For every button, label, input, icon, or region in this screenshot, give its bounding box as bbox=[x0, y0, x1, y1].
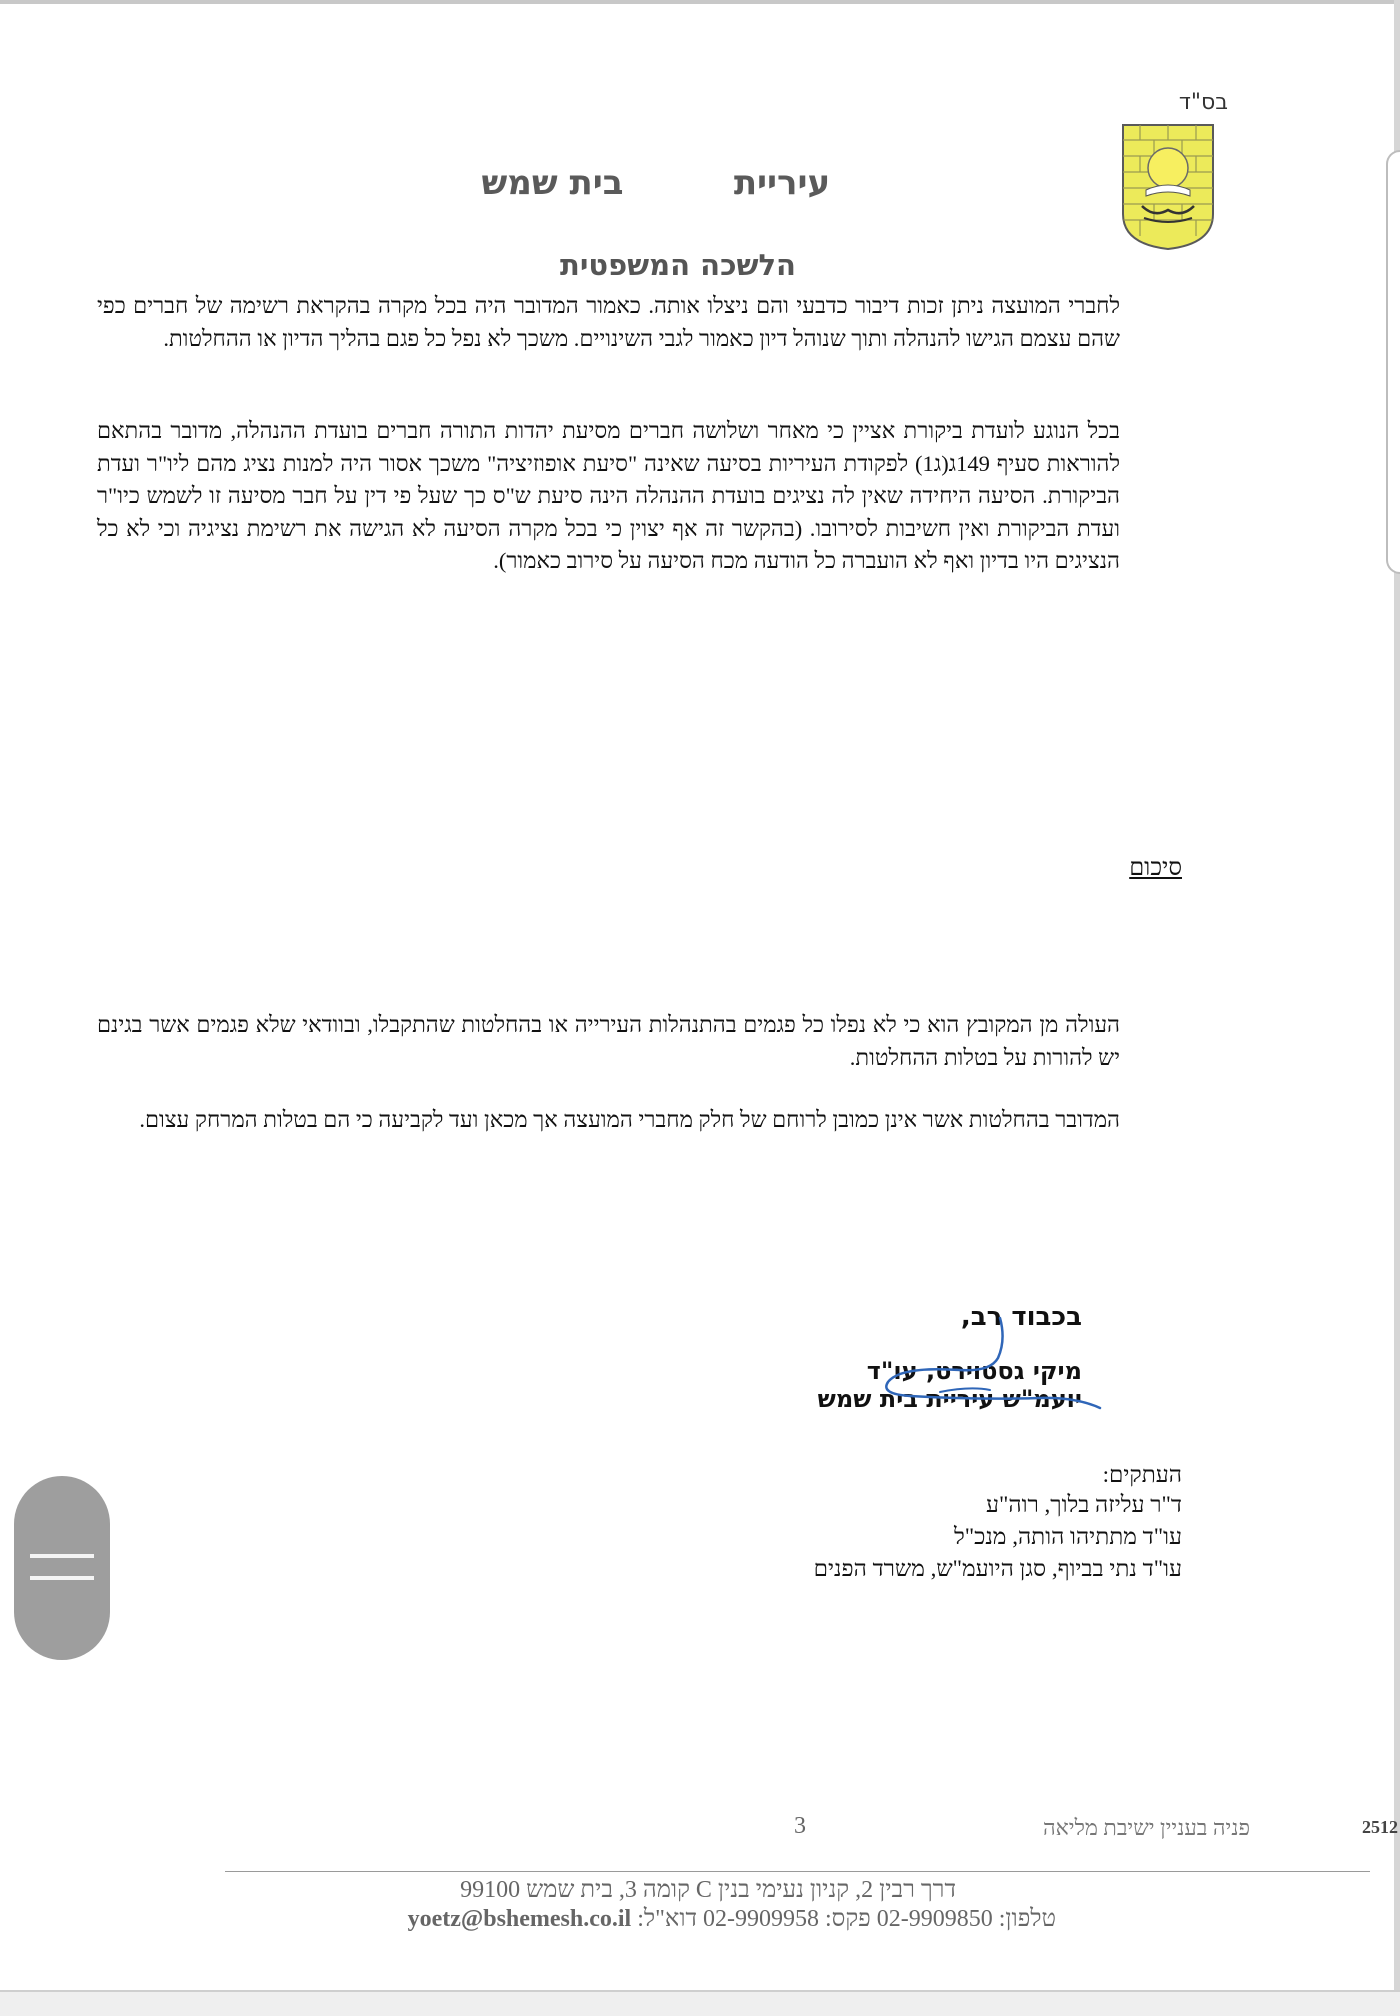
signer-title: יועמ"ש עיריית בית שמש bbox=[817, 1385, 1082, 1413]
footer-contact-details: טלפון: 02-9909850 פקס: 02-9909958 דוא"ל: bbox=[631, 1906, 1056, 1932]
municipality-logo bbox=[1120, 122, 1216, 252]
viewer-bottom-edge bbox=[0, 1990, 1400, 2016]
body-paragraph: בכל הנוגע לועדת ביקורת אציין כי מאחר ושלושה חברים מסיעת יהדות התורה חברים בועדת ההנהלה, מדובר בהתאם להוראות סעיף 149ג(ג1) לפקודת העיריות בסיעה שאינה "סיעת אופוזיציה" משכך אסור היה למנות נציג מהם ליו"ר ועדת הביקורת. הסיעה היחידה שאין לה נציגים בועדת ההנהלה הינה סיעת ש"ס כך שעל פי דין על חבר מסיעה זו לשמש כיו"ר ועדת הביקורת ואין חשיבות לסירובו. (בהקשר זה אף יצוין כי בכל מקרה הסיעה לא הגישה את רשימת נציגיה וכי לא כל הנציגים היו בדיון ואף לא הועברה כל הודעה מכח הסיעה על סירוב כאמור). bbox=[97, 418, 1120, 573]
floating-menu-button[interactable] bbox=[14, 1476, 110, 1660]
footer-email[interactable]: yoetz@bshemesh.co.il bbox=[407, 1906, 632, 1932]
viewer-scroll-tab[interactable] bbox=[1386, 150, 1400, 574]
document-code: 2512 bbox=[1362, 1817, 1398, 1837]
menu-icon-line bbox=[30, 1576, 94, 1580]
municipality-word: עיריית bbox=[733, 163, 831, 203]
page-subject-note: פניה בעניין ישיבת מליאה bbox=[1042, 1815, 1250, 1840]
footer-contact bbox=[290, 1906, 1056, 1933]
bsd-mark: בס"ד bbox=[1178, 90, 1228, 115]
body-paragraph: העולה מן המקובץ הוא כי לא נפלו כל פגמים בהתנהלות העירייה או בהחלטות שהתקבלו, ובוודאי שלא פגמים אשר בגינם יש להורות על בטלות ההחלטות. bbox=[97, 1012, 1120, 1070]
handwritten-signature bbox=[840, 1300, 1120, 1420]
body-paragraph: המדובר בהחלטות אשר אינן כמובן לרוחם של חלק מחברי המועצה אך מכאן ועד לקביעה כי הם בטלות המרחק עצום. bbox=[139, 1107, 1120, 1132]
signer-name: מיקי גסטוירט, עו"ד bbox=[866, 1357, 1082, 1385]
viewer-top-edge bbox=[0, 0, 1394, 4]
closing-salutation: בכבוד רב, bbox=[960, 1302, 1082, 1332]
department-title: הלשכה המשפטית bbox=[560, 248, 796, 282]
page-number: 3 bbox=[794, 1813, 806, 1839]
menu-icon bbox=[30, 1554, 94, 1558]
footer-address: דרך רבין 2, קניון נעימי בנין C קומה 3, בית שמש 99100 bbox=[460, 1877, 956, 1903]
footer-divider bbox=[225, 1871, 1370, 1872]
summary-heading: סיכום bbox=[1129, 855, 1182, 881]
copies-title: העתקים: bbox=[1102, 1462, 1182, 1487]
body-paragraph: לחברי המועצה ניתן זכות דיבור כדבעי והם ניצלו אותה. כאמור המדובר היה בכל מקרה בהקראת רשימה של חברים כפי שהם עצמם הגישו להנהלה ותוך שנוהל דיון כאמור לגבי השינויים. משכך לא נפל כל פגם בהליך הדיון או ההחלטות. bbox=[97, 293, 1120, 351]
copy-recipient: ד"ר עליזה בלוך, רוה"ע bbox=[985, 1492, 1182, 1517]
copy-recipient: עו"ד מתתיהו הותה, מנכ"ל bbox=[953, 1524, 1182, 1549]
copy-recipient: עו"ד נתי בביוף, סגן היועמ"ש, משרד הפנים bbox=[813, 1556, 1182, 1581]
city-name: בית שמש bbox=[481, 163, 624, 203]
